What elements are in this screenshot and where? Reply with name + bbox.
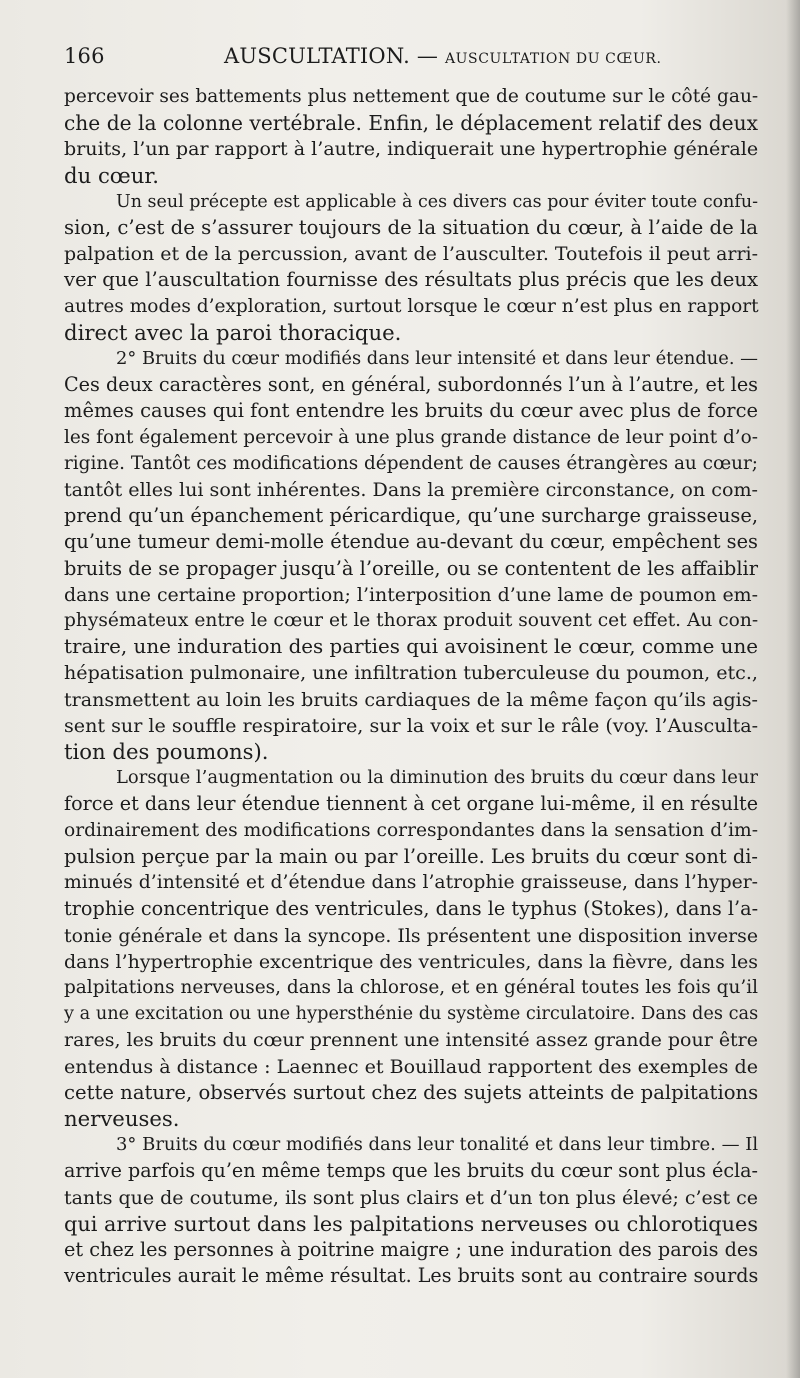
text-line: tonie générale et dans la syncope. Ils présentent une disposition inverse — [64, 924, 758, 947]
text-line: tants que de coutume, ils sont plus clairs et d’un ton plus élevé; c’est ce — [64, 1186, 758, 1209]
page-edge-shadow — [786, 0, 800, 1378]
text-line: bruits, l’un par rapport à l’autre, indiquerait une hypertrophie générale — [64, 138, 759, 161]
text-line: tion des poumons). — [64, 739, 269, 765]
text-line: 3° Bruits du cœur modifiés dans leur tonalité et dans leur timbre. — Il — [116, 1134, 759, 1156]
text-line: et chez les personnes à poitrine maigre ; une induration des parois des — [64, 1237, 759, 1261]
running-title-main: AUSCULTATION. — [224, 44, 410, 68]
text-line: sion, c’est de s’assurer toujours de la situation du cœur, à l’aide de la — [64, 216, 758, 240]
text-line: physémateux entre le cœur et le thorax produit souvent cet effet. Au con- — [64, 610, 759, 632]
running-title-dash: — — [416, 44, 439, 68]
text-line: prend qu’un épanchement péricardique, qu’une surcharge graisseuse, — [64, 504, 758, 528]
page-number: 166 — [64, 44, 105, 68]
running-title — [224, 44, 662, 68]
text-line: trophie concentrique des ventricules, dans le typhus (Stokes), dans l’a- — [64, 897, 759, 921]
text-line: nerveuses. — [64, 1105, 180, 1131]
text-line: ordinairement des modifications correspondantes dans la sensation d’im- — [64, 819, 758, 841]
text-line: transmettent au loin les bruits cardiaques de la même façon qu’ils agis- — [64, 688, 758, 711]
text-line: 2° Bruits du cœur modifiés dans leur intensité et dans leur étendue. — — [116, 348, 759, 370]
text-line: hépatisation pulmonaire, une infiltration tuberculeuse du poumon, etc., — [64, 661, 758, 685]
text-line: direct avec la paroi thoracique. — [64, 319, 402, 345]
text-line: mêmes causes qui font entendre les bruits du cœur avec plus de force — [64, 399, 758, 423]
text-line: ventricules aurait le même résultat. Les bruits sont au contraire sourds — [64, 1264, 759, 1288]
text-line: minués d’intensité et d’étendue dans l’atrophie graisseuse, dans l’hyper- — [64, 872, 758, 894]
text-line: dans l’hypertrophie excentrique des ventricules, dans la fièvre, dans les — [64, 950, 758, 973]
text-line: bruits de se propager jusqu’à l’oreille, ou se contentent de les affaiblir — [64, 556, 758, 580]
text-line: entendus à distance : Laennec et Bouillaud rapportent des exemples de — [64, 1054, 758, 1078]
text-line: arrive parfois qu’en même temps que les bruits du cœur sont plus écla- — [64, 1159, 758, 1183]
text-line: rares, les bruits du cœur prennent une intensité assez grande pour être — [64, 1029, 758, 1052]
text-line: tantôt elles lui sont inhérentes. Dans la première circonstance, on com- — [64, 478, 758, 502]
text-line: palpation et de la percussion, avant de l’ausculter. Toutefois il peut arri- — [64, 243, 758, 266]
running-title-small: AUSCULTATION DU CŒUR. — [444, 51, 662, 67]
text-line: du cœur. — [64, 162, 159, 188]
text-line: ver que l’auscultation fournisse des résultats plus précis que les deux — [64, 268, 758, 292]
text-line: dans une certaine proportion; l’interposition d’une lame de poumon em- — [64, 583, 758, 606]
running-header — [64, 44, 754, 78]
text-line: che de la colonne vertébrale. Enfin, le déplacement relatif des deux — [64, 111, 758, 136]
text-line: Un seul précepte est applicable à ces divers cas pour éviter toute confu- — [116, 191, 758, 212]
text-line: sent sur le souffle respiratoire, sur la voix et sur le râle (voy. l’Ausculta- — [64, 713, 759, 737]
text-line: Ces deux caractères sont, en général, subordonnés l’un à l’autre, et les — [64, 373, 758, 397]
text-line: les font également percevoir à une plus grande distance de leur point d’o- — [64, 426, 758, 448]
text-line: qui arrive surtout dans les palpitations nerveuses ou chlorotiques — [64, 1211, 758, 1236]
text-line: y a une excitation ou une hypersthénie du système circulatoire. Dans des cas — [64, 1004, 759, 1025]
text-line: qu’une tumeur demi-molle étendue au-devant du cœur, empêchent ses — [64, 530, 758, 554]
page-body — [64, 84, 758, 1289]
text-line: autres modes d’exploration, surtout lorsque le cœur n’est plus en rapport — [64, 295, 759, 317]
text-line: palpitations nerveuses, dans la chlorose, et en général toutes les fois qu’il — [64, 976, 758, 998]
text-line: percevoir ses battements plus nettement que de coutume sur le côté gau- — [64, 86, 759, 107]
text-line: rigine. Tantôt ces modifications dépendent de causes étrangères au cœur; — [64, 452, 758, 474]
text-line: Lorsque l’augmentation ou la diminution des bruits du cœur dans leur — [116, 767, 758, 789]
text-line: traire, une induration des parties qui avoisinent le cœur, comme une — [64, 635, 758, 659]
text-line: cette nature, observés surtout chez des sujets atteints de palpitations — [64, 1080, 759, 1104]
text-line: pulsion perçue par la main ou par l’oreille. Les bruits du cœur sont di- — [64, 844, 758, 868]
text-line: force et dans leur étendue tiennent à cet organe lui-même, il en résulte — [64, 792, 759, 816]
